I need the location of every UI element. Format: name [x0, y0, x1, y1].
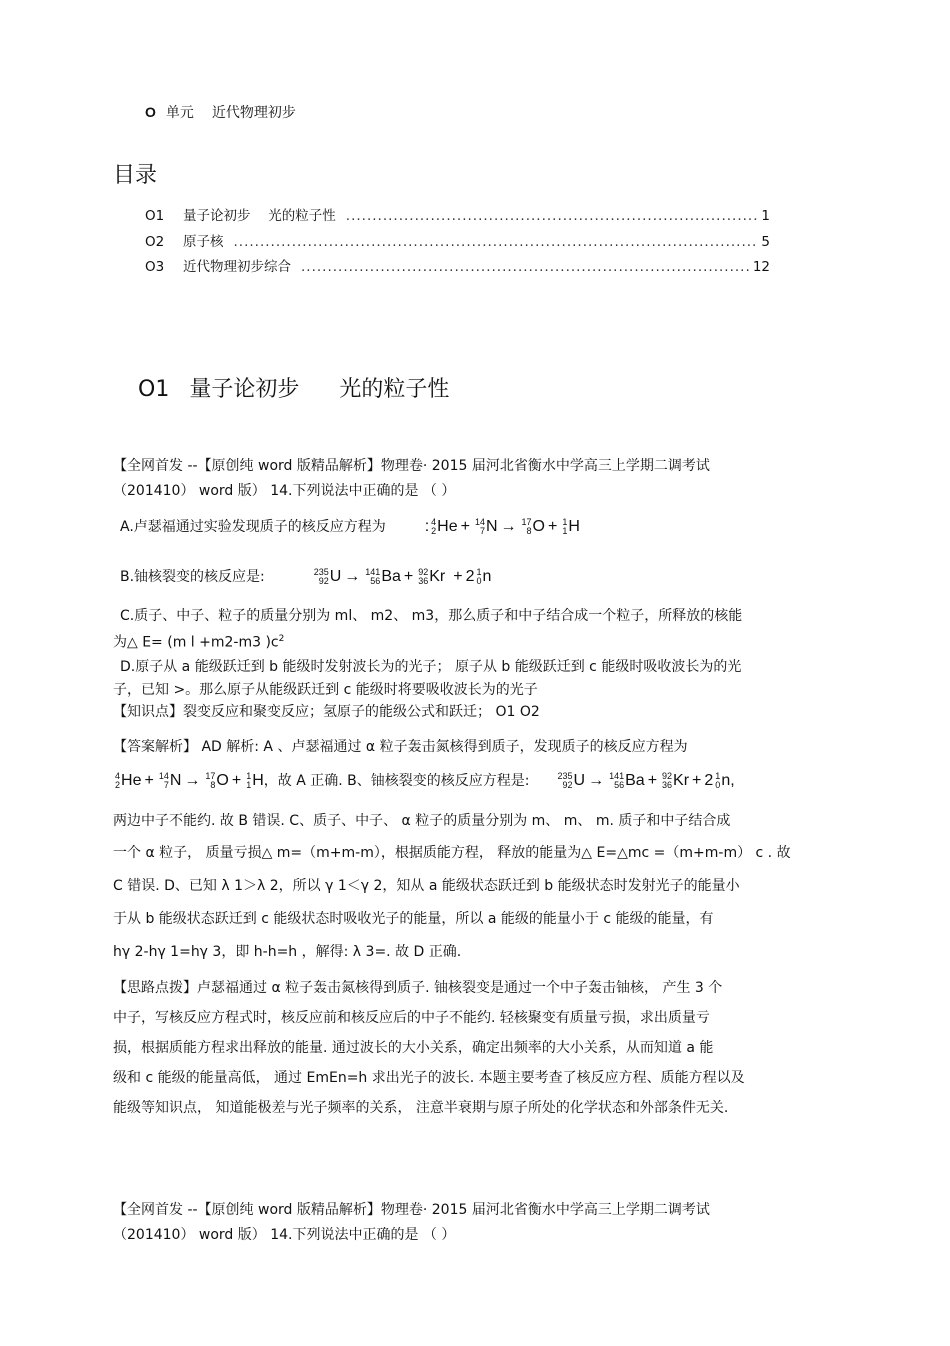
symbol: He — [437, 518, 458, 535]
toc-title: 目录 — [113, 163, 158, 188]
plus: + — [453, 568, 463, 585]
mass-number: 1 — [476, 566, 482, 577]
toc-title-text: 近代物理初步综合 — [183, 259, 291, 275]
nuclide-n — [477, 566, 492, 588]
mass-number: 235 — [557, 770, 573, 781]
mass-number: 92 — [662, 770, 673, 781]
mass-number: 1 — [562, 516, 568, 527]
q1-option-c-line-1: C.质子、中子、粒子的质量分别为 ml、 m2、 m3，那么质子和中子结合成一个粒子，所释放的核能 — [120, 608, 743, 624]
nuclide-n — [159, 770, 182, 792]
q2-source-line-1: 【全网首发 --【原创纯 word 版精品解析】物理卷· 2015 届河北省衡水中学高三上学期二调考试 — [113, 1202, 710, 1218]
symbol: U — [329, 568, 342, 585]
q1-source-line-2: （201410） word 版） 14.下列说法中正确的是 （ ） — [113, 483, 456, 499]
symbol: N — [169, 772, 182, 789]
toc-title-text: 量子论初步 光的粒子性 — [183, 208, 336, 224]
option-c-formula: 为△ E= (m l +m2-m3 )c — [113, 634, 279, 651]
atomic-number: 7 — [163, 779, 169, 790]
q1-answer-line-7: hγ 2-hγ 1=hγ 3，即 h-h=h ，解得: λ 3=. 故 D 正确. — [113, 944, 462, 960]
option-a-text: A.卢瑟福通过实验发现质子的核反应方程为 — [120, 519, 386, 535]
symbol: H — [252, 772, 264, 789]
plus: + — [460, 518, 470, 535]
atomic-number: 56 — [614, 779, 625, 790]
section-title-a: 量子论初步 — [189, 377, 300, 402]
mass-number: 14 — [158, 770, 169, 781]
q1-answer-line-3: 两边中子不能约. 故 B 错误. C、质子、中子、 α 粒子的质量分别为 m、 m、 m. 质子和中子结合成 — [113, 813, 731, 829]
symbol: n — [482, 568, 492, 585]
q1-option-d-line-1: D.原子从 a 能级跃迁到 b 能级时发射波长为的光子； 原子从 b 能级跃迁到 c 能级时吸收波长为的光 — [120, 659, 742, 675]
superscript: 2 — [278, 634, 285, 644]
q1-tip-line-4: 级和 c 能级的能量高低， 通过 EmEn=h 求出光子的波长. 本题主要考查了核反应方程、质能方程以及 — [113, 1070, 745, 1086]
mass-number: 17 — [521, 516, 532, 527]
nuclide-h — [562, 516, 580, 538]
symbol: Ba — [381, 568, 401, 585]
toc-page: 1 — [761, 208, 770, 224]
symbol: H — [568, 518, 580, 535]
q1-source-line-1: 【全网首发 --【原创纯 word 版精品解析】物理卷· 2015 届河北省衡水中学高三上学期二调考试 — [113, 458, 710, 474]
plus: + — [692, 772, 702, 789]
arrow: → — [344, 568, 361, 585]
nuclide-u — [314, 566, 342, 588]
nuclide-he — [431, 516, 457, 538]
mass-number: 141 — [609, 770, 625, 781]
atomic-number: 36 — [418, 575, 429, 586]
mass-number: 1 — [715, 770, 721, 781]
toc-code: O3 — [145, 259, 165, 275]
plus: + — [647, 772, 658, 789]
q1-option-c-line-2 — [113, 628, 284, 654]
q2-source-line-2: （201410） word 版） 14.下列说法中正确的是 （ ） — [113, 1227, 456, 1243]
section-title-b: 光的粒子性 — [339, 377, 450, 402]
toc-entry-o3[interactable] — [145, 255, 770, 275]
q1-answer-line-4: 一个 α 粒子， 质量亏损△ m=（m+m-m），根据质能方程， 释放的能量为△ E=△mc =（m+m-m） c . 故 — [113, 845, 791, 861]
nuclide-ba — [609, 770, 645, 792]
nuclide-ba — [365, 566, 401, 588]
atomic-number: 1 — [562, 525, 568, 536]
atomic-number: 7 — [479, 525, 485, 536]
coefficient: 2 — [704, 772, 714, 789]
plus: + — [548, 518, 558, 535]
q1-option-a — [120, 516, 580, 538]
colon: : — [424, 518, 430, 535]
mass-number: 14 — [474, 516, 485, 527]
atomic-number: 0 — [715, 779, 721, 790]
toc-leader — [301, 259, 749, 275]
q1-tip-line-1: 【思路点拨】卢瑟福通过 α 粒子轰击氮核得到质子. 铀核裂变是通过一个中子轰击铀核， 产生 3 个 — [113, 980, 723, 996]
mass-number: 141 — [365, 566, 381, 577]
toc-entry-o1[interactable] — [145, 204, 770, 224]
arrow: → — [500, 518, 517, 535]
nuclide-kr — [418, 566, 445, 588]
plus: + — [144, 772, 154, 789]
symbol: O — [216, 772, 229, 789]
symbol: U — [573, 772, 586, 789]
toc-code: O1 — [145, 208, 165, 224]
q1-answer-line-6: 于从 b 能级状态跃迁到 c 能级状态时吸收光子的能量，所以 a 能级的能量小于 c 能级的能量，有 — [113, 911, 714, 927]
symbol: He — [121, 772, 142, 789]
plus: + — [403, 568, 414, 585]
q1-tip-line-2: 中子，写核反应方程式时，核反应前和核反应后的中子不能约. 轻核聚变有质量亏损，求出质量亏 — [113, 1010, 710, 1026]
arrow: → — [588, 772, 605, 789]
nuclide-kr — [662, 770, 689, 792]
comma: , — [730, 772, 735, 789]
atomic-number: 92 — [562, 779, 573, 790]
symbol: Kr — [673, 772, 690, 789]
q1-knowledge-point: 【知识点】裂变反应和聚变反应；氢原子的能级公式和跃迁； O1 O2 — [113, 704, 540, 720]
symbol: Ba — [625, 772, 645, 789]
nuclide-n — [475, 516, 498, 538]
equation-b-inline — [555, 772, 734, 789]
toc-page: 5 — [761, 234, 770, 250]
mass-number: 17 — [205, 770, 216, 781]
answer-text-mid: ，故 A 正确. B、铀核裂变的核反应方程是: — [263, 773, 530, 789]
toc-code: O2 — [145, 234, 165, 250]
toc-entry-o2[interactable] — [145, 230, 770, 250]
toc-leader — [346, 208, 758, 224]
atomic-number: 8 — [526, 525, 532, 536]
atomic-number: 2 — [431, 525, 437, 536]
q1-option-b — [120, 566, 491, 588]
nuclide-n — [715, 770, 730, 792]
atomic-number: 92 — [318, 575, 329, 586]
section-code: O1 — [138, 377, 170, 402]
nuclide-he — [115, 770, 141, 792]
atomic-number: 36 — [662, 779, 673, 790]
equation-a-inline — [113, 772, 264, 789]
atomic-number: 1 — [246, 779, 252, 790]
toc-page: 12 — [752, 259, 770, 275]
nuclide-h — [246, 770, 264, 792]
coefficient: 2 — [465, 568, 475, 585]
equation-b — [312, 568, 492, 585]
symbol: Kr — [429, 568, 446, 585]
atomic-number: 56 — [370, 575, 381, 586]
mass-number: 92 — [418, 566, 429, 577]
symbol: O — [532, 518, 545, 535]
atomic-number: 8 — [210, 779, 216, 790]
arrow: → — [184, 772, 201, 789]
unit-code: O — [145, 104, 156, 120]
mass-number: 1 — [246, 770, 252, 781]
q1-option-d-line-2: 子，已知 >。那么原子从能级跃迁到 c 能级时将要吸收波长为的光子 — [113, 682, 538, 698]
symbol: N — [485, 518, 498, 535]
atomic-number: 0 — [476, 575, 482, 586]
mass-number: 4 — [431, 516, 437, 527]
q1-answer-line-5: C 错误. D、已知 λ 1＞λ 2，所以 γ 1＜γ 2，知从 a 能级状态跃迁到 b 能级状态时发射光子的能量小 — [113, 878, 740, 894]
mass-number: 235 — [313, 566, 329, 577]
nuclide-o — [205, 770, 228, 792]
nuclide-u — [557, 770, 585, 792]
mass-number: 4 — [115, 770, 121, 781]
toc-title-text: 原子核 — [183, 234, 224, 250]
plus: + — [231, 772, 242, 789]
q1-tip-line-5: 能级等知识点， 知道能极差与光子频率的关系， 注意半衰期与原子所处的化学状态和外部条件无关. — [113, 1100, 729, 1116]
section-title — [138, 372, 449, 403]
nuclide-o — [522, 516, 545, 538]
unit-header — [145, 102, 296, 122]
unit-label: 单元 — [165, 105, 194, 121]
q1-answer-line-1: 【答案解析】 AD 解析: A 、卢瑟福通过 α 粒子轰击氮核得到质子，发现质子的核反应方程为 — [113, 739, 688, 755]
unit-title: 近代物理初步 — [211, 105, 296, 121]
symbol: n — [721, 772, 731, 789]
q1-tip-line-3: 损，根据质能方程求出释放的能量. 通过波长的大小关系，确定出频率的大小关系，从而知道 a 能 — [113, 1040, 714, 1056]
equation-a — [425, 518, 580, 535]
q1-answer-line-2 — [113, 770, 735, 792]
atomic-number: 2 — [115, 779, 121, 790]
toc-leader — [234, 234, 758, 250]
option-b-text: B.铀核裂变的核反应是: — [120, 569, 265, 585]
